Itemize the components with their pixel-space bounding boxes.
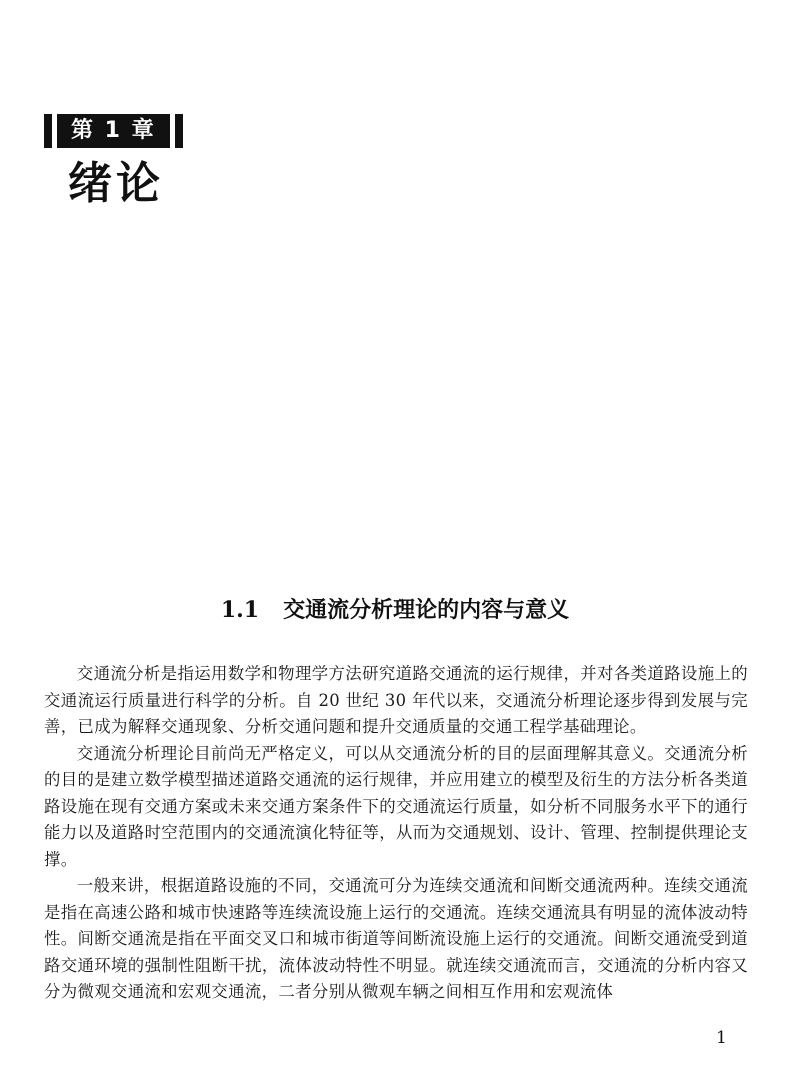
- section-heading: [0, 592, 790, 628]
- body-text: [44, 661, 748, 1006]
- chapter-badge: [44, 114, 183, 148]
- section-title: 交通流分析理论的内容与意义: [283, 597, 570, 623]
- paragraph: 交通流分析是指运用数学和物理学方法研究道路交通流的运行规律，并对各类道路设施上的交通流运行质量进行科学的分析。自 20 世纪 30 年代以来，交通流分析理论逐步得到发展与完善，已成为解释交通现象、分析交通问题和提升交通质量的交通工程学基础理论。: [44, 664, 748, 736]
- section-number: 1.1: [220, 597, 260, 623]
- paragraph: 交通流分析理论目前尚无严格定义，可以从交通流分析的目的层面理解其意义。交通流分析的目的是建立数学模型描述道路交通流的运行规律，并应用建立的模型及衍生的方法分析各类道路设施在现有交通方案或未来交通方案条件下的交通流运行质量，如分析不同服务水平下的通行能力以及道路时空范围内的交通流演化特征等，从而为交通规划、设计、管理、控制提供理论支撑。: [44, 743, 748, 869]
- badge-right-bar: [175, 114, 183, 148]
- chapter-label: 第 1 章: [57, 114, 170, 148]
- page-number: 1: [716, 1028, 727, 1048]
- badge-left-bar: [44, 114, 52, 148]
- chapter-title: 绪论: [68, 158, 164, 209]
- paragraph: 一般来讲，根据道路设施的不同，交通流可分为连续交通流和间断交通流两种。连续交通流是指在高速公路和城市快速路等连续流设施上运行的交通流。连续交通流具有明显的流体波动特性。间断交通流是指在平面交叉口和城市街道等间断流设施上运行的交通流。间断交通流受到道路交通环境的强制性阻断干扰，流体波动特性不明显。就连续交通流而言，交通流的分析内容又分为微观交通流和宏观交通流，二者分别从微观车辆之间相互作用和宏观流体: [44, 876, 748, 1001]
